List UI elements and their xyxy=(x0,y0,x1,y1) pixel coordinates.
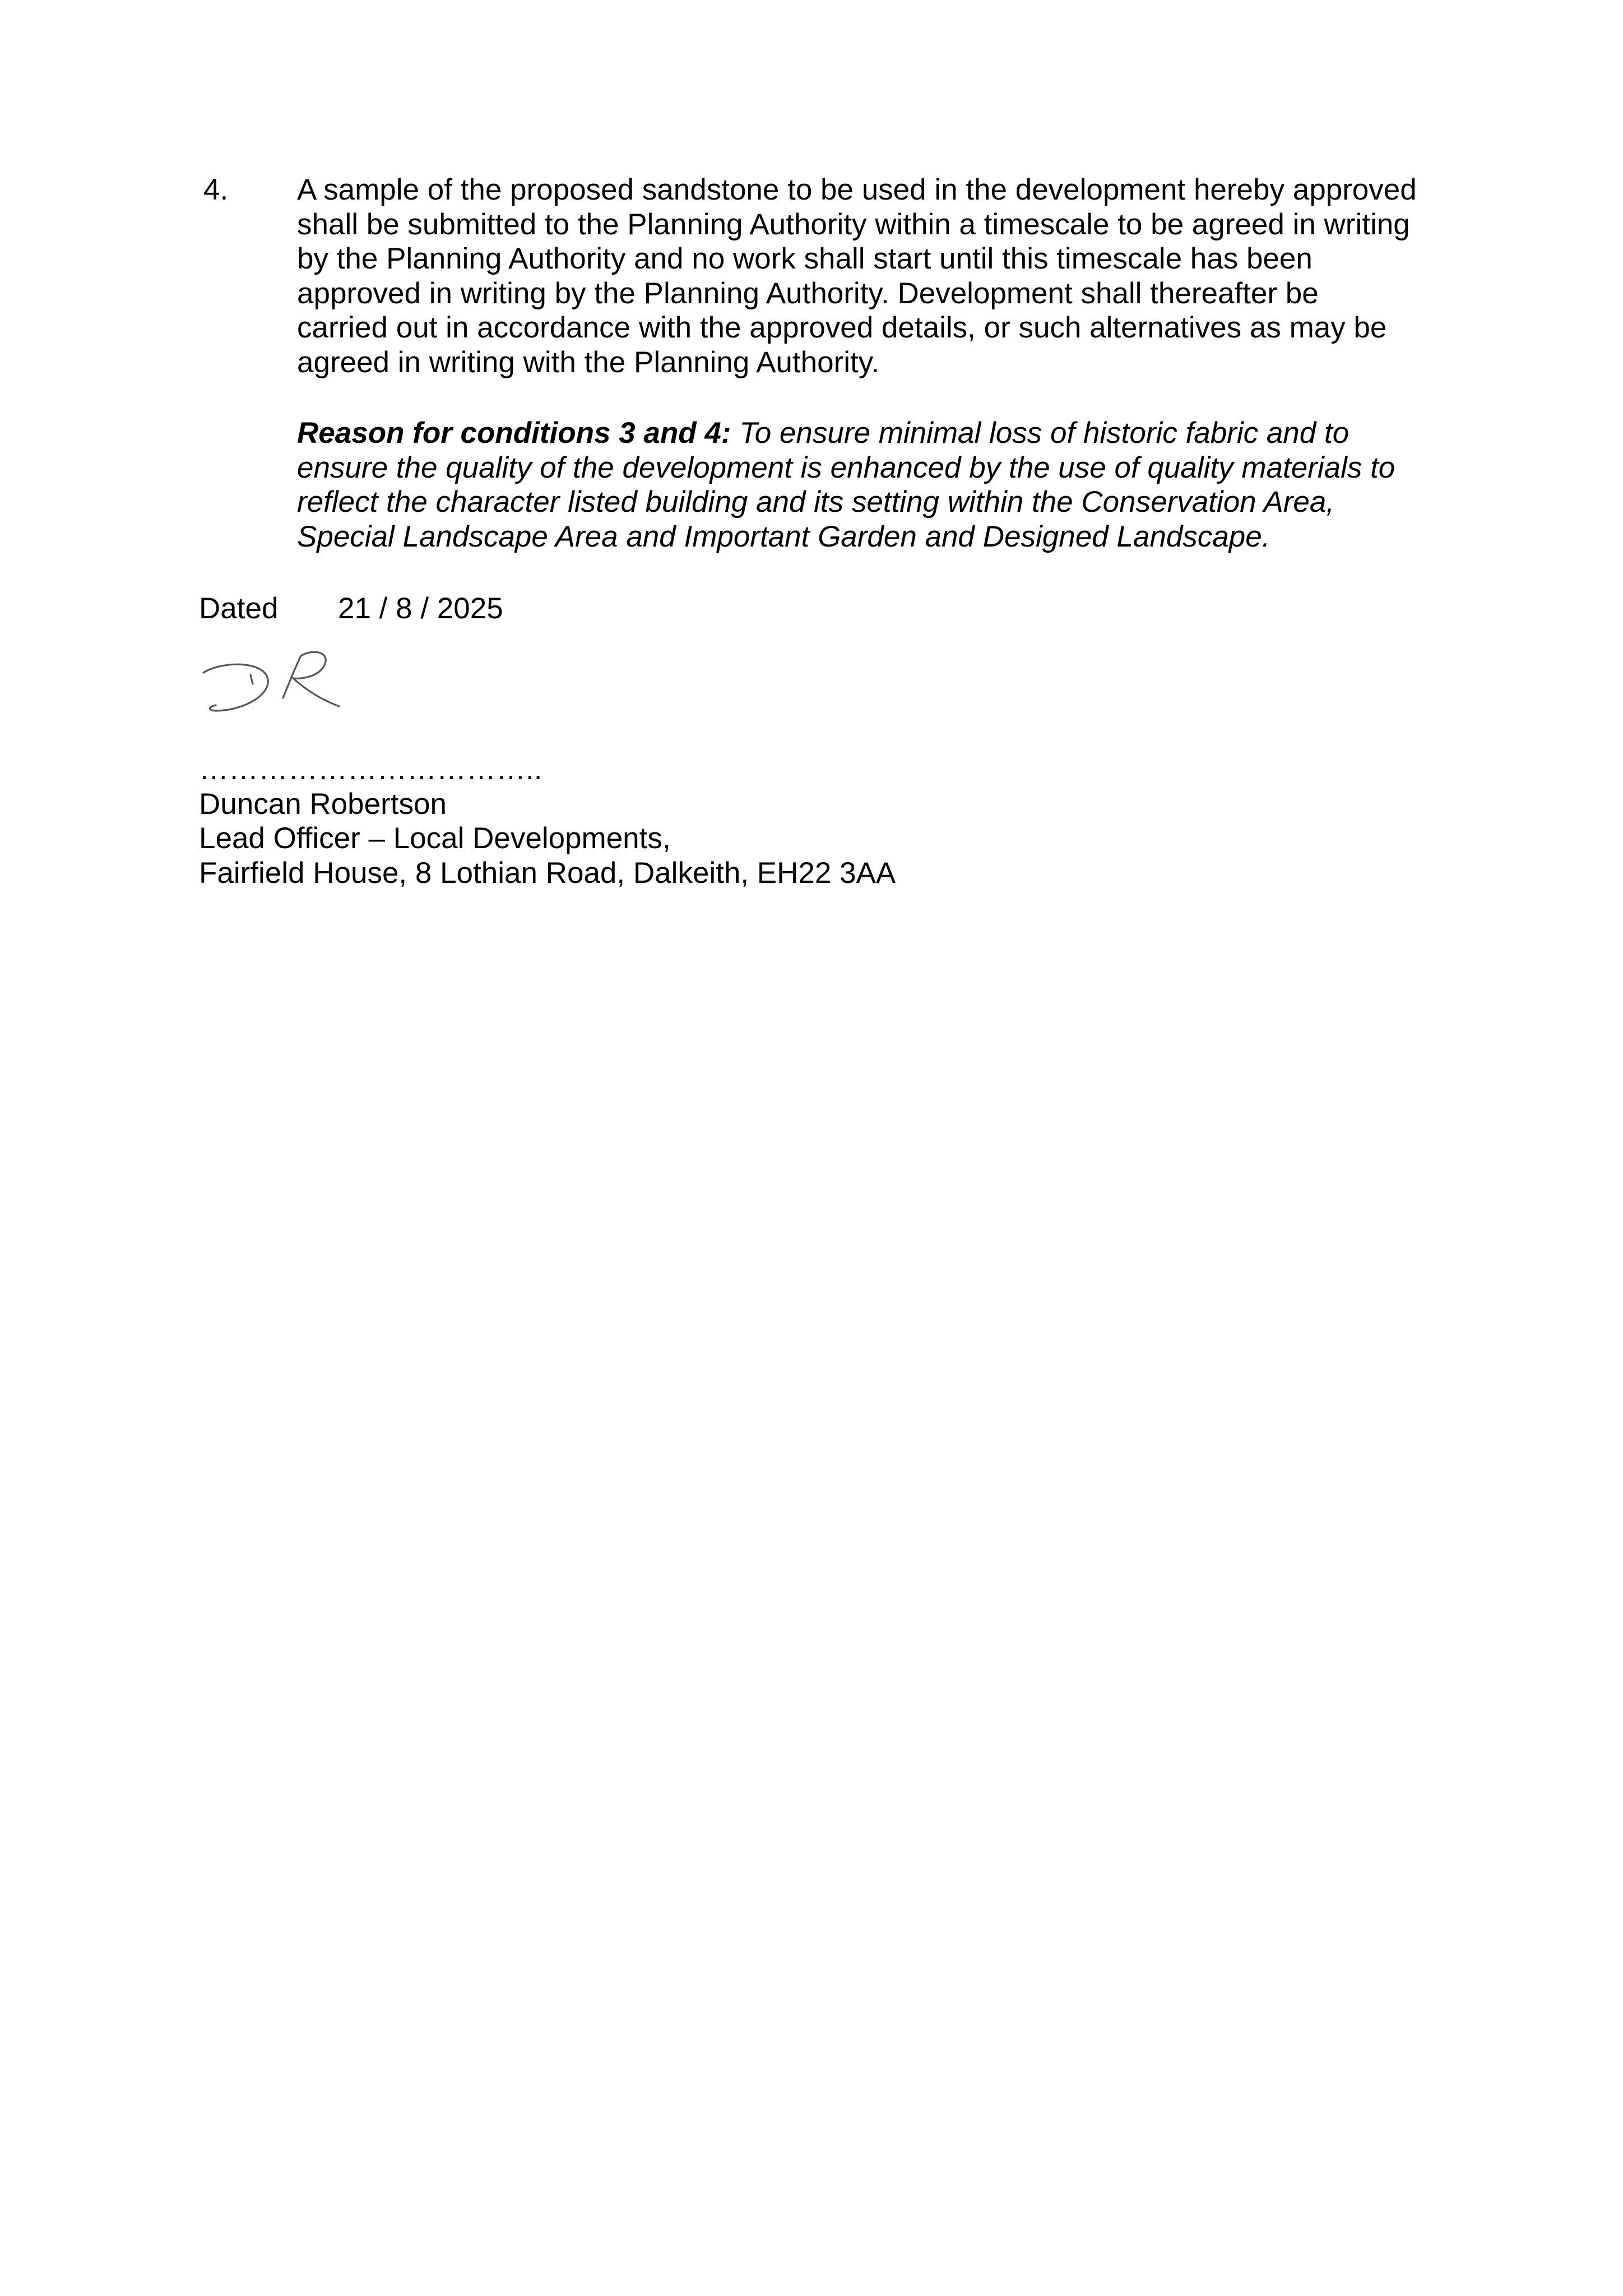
condition-line: shall be submitted to the Planning Authority within a timescale to be agreed in writing xyxy=(297,207,1410,241)
dated-row xyxy=(199,591,503,626)
signature-dots: …………………………….. xyxy=(199,753,542,786)
condition-line: A sample of the proposed sandstone to be used in the development hereby approved xyxy=(297,173,1417,206)
condition-line: carried out in accordance with the approved details, or such alternatives as may be xyxy=(297,311,1387,344)
reason-line: Special Landscape Area and Important Garden and Designed Landscape. xyxy=(297,520,1270,553)
condition-line: agreed in writing with the Planning Authority. xyxy=(297,345,880,379)
signatory-name: Duncan Robertson xyxy=(199,787,447,821)
signatory-address: Fairfield House, 8 Lothian Road, Dalkeith, EH22 3AA xyxy=(199,856,896,890)
condition-line: by the Planning Authority and no work shall start until this timescale has been xyxy=(297,242,1313,275)
reason-text: To ensure minimal loss of historic fabric and to xyxy=(731,416,1350,450)
signatory-title: Lead Officer – Local Developments, xyxy=(199,822,671,855)
reason-line: ensure the quality of the development is enhanced by the use of quality materials to xyxy=(297,451,1395,484)
reason-paragraph xyxy=(297,416,1457,554)
reason-line xyxy=(297,416,1457,451)
signature-block xyxy=(199,752,896,890)
reason-label: Reason for conditions 3 and 4: xyxy=(297,416,731,450)
condition-line: approved in writing by the Planning Authority. Development shall thereafter be xyxy=(297,276,1319,310)
condition-number: 4. xyxy=(203,173,229,206)
dated-value: 21 / 8 / 2025 xyxy=(338,592,503,625)
condition-text xyxy=(297,173,1457,379)
signature-image xyxy=(199,645,345,718)
dated-label: Dated xyxy=(199,592,279,625)
reason-line: reflect the character listed building and its setting within the Conservation Area, xyxy=(297,485,1335,519)
